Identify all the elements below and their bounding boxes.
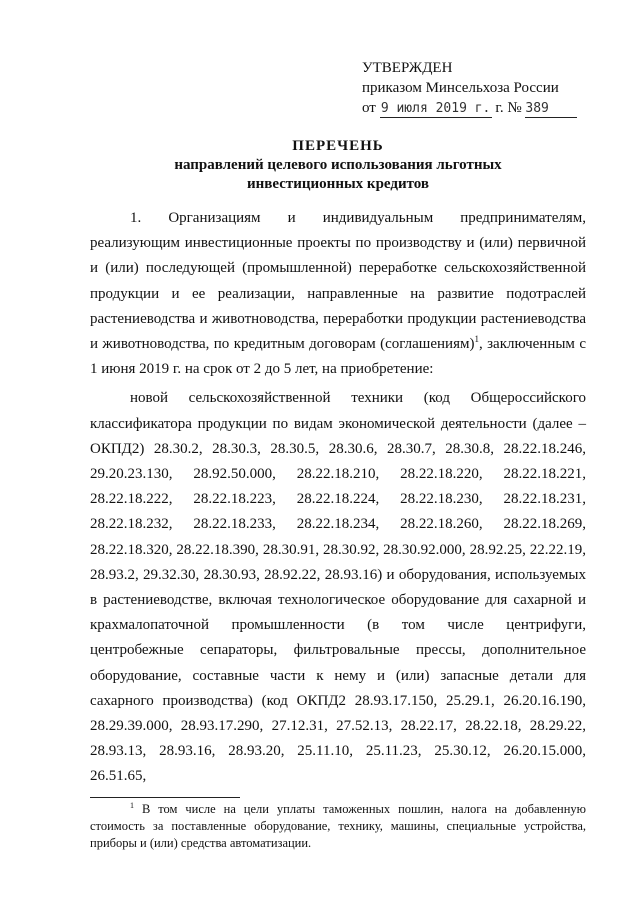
number-prefix: г. № <box>495 100 522 116</box>
paragraph-2: новой сельскохозяйственной техники (код Общероссийского классификатора продукции по видам экономической деятельности (далее – ОКПД2) 28.30.2, 28.30.3, 28.30.5, 28.30.6, 28.30.7, 28.30.8, 28.22.18.246, 29.20.23.130, 28.92.50.000, 28.22.18.210, 28.22.18.220, 28.22.18.221, 28.22.18.222, 28.22.18.223, 28.22.18.224, 28.22.18.230, 28.22.18.231, 28.22.18.232, 28.22.18.233, 28.22.18.234, 28.22.18.260, 28.22.18.269, 28.22.18.320, 28.22.18.390, 28.30.91, 28.30.92, 28.30.92.000, 28.92.25, 22.22.19, 28.93.2, 29.32.30, 28.30.93, 28.92.22, 28.93.16) и оборудования, используемых в растениеводстве, включая технологическое оборудование для сахарной и крахмалопаточной промышленности (в том числе центрифуги, центробежные сепараторы, фильтровальные прессы, дополнительное оборудование, составные части к нему и (или) запасные детали для сахарного производства) (код ОКПД2 28.93.17.150, 25.29.1, 26.20.16.190, 28.29.39.000, 28.93.17.290, 27.12.31, 27.52.13, 28.22.17, 28.22.18, 28.29.22, 28.93.13, 28.93.16, 28.93.20, 25.11.10, 25.11.23, 25.30.12, 26.20.15.000, 26.51.65, <box>90 390 586 785</box>
approval-order-line: приказом Минсельхоза России <box>362 80 559 96</box>
approval-heading: УТВЕРЖДЕН <box>362 60 453 76</box>
footnote <box>90 801 586 852</box>
document-body <box>90 206 586 790</box>
approval-date-line <box>362 98 602 118</box>
handwritten-number: 389 <box>525 101 577 118</box>
paragraph-1-text: 1. Организациям и индивидуальным предпринимателям, реализующим инвестиционные проекты по производству и (или) первичной и (или) последующей (промышленной) переработке сельскохозяйственной продукции и ее реализации, направленные на развитие подотраслей растениеводства и животноводства, переработки продукции растениеводства и животноводства, по кредитным договорам (соглашениям) <box>90 210 586 353</box>
approval-stamp <box>362 58 602 118</box>
paragraph-1 <box>90 206 586 382</box>
title-line-2: инвестиционных кредитов <box>247 176 429 192</box>
footnote-divider <box>90 797 240 798</box>
title-main: ПЕРЕЧЕНЬ <box>292 138 384 154</box>
date-prefix: от <box>362 100 376 116</box>
paragraph-1-tail: , заключенным с 1 июня 2019 г. на срок от 2 до 5 лет, на приобретение: <box>90 336 586 378</box>
handwritten-date: 9 июля 2019 г. <box>380 101 491 116</box>
footnote-text: В том числе на цели уплаты таможенных пошлин, налога на добавленную стоимость за поставленные оборудование, технику, машины, специальные устройства, приборы и (или) средства автоматизации. <box>90 802 586 850</box>
title-line-1: направлений целевого использования льготных <box>174 157 502 173</box>
footnote-mark: 1 <box>130 800 134 810</box>
document-title <box>90 137 586 194</box>
footnote-reference: 1 <box>474 334 479 345</box>
